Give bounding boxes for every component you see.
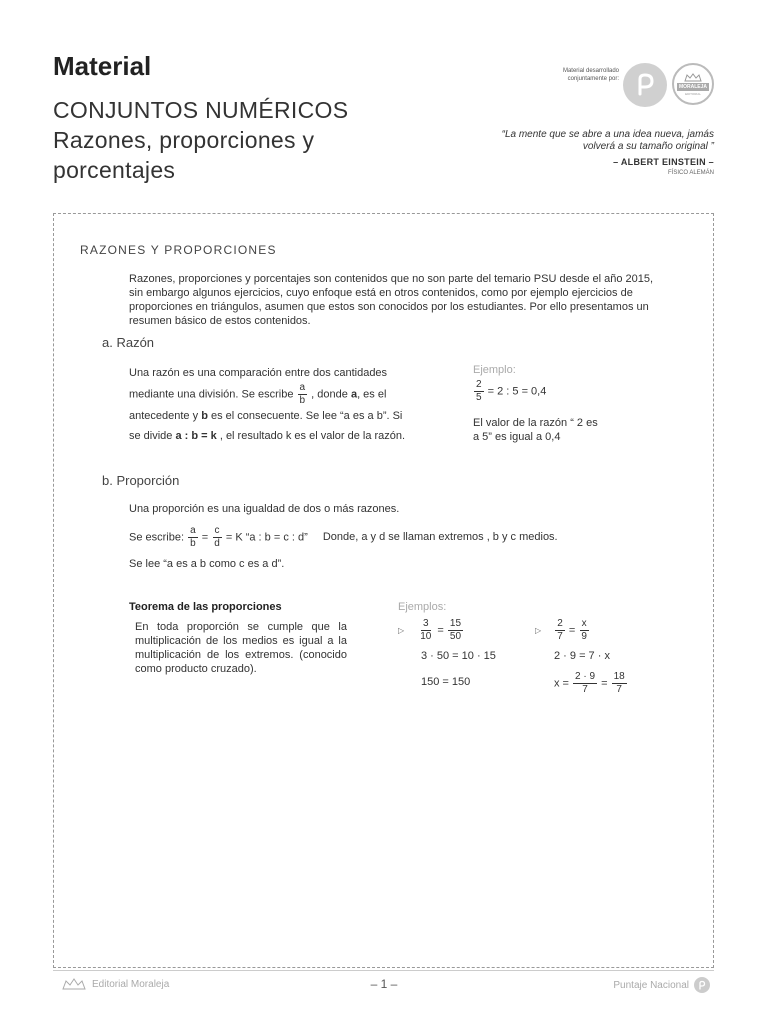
razon-a-bold: a — [350, 388, 358, 401]
frac-den: b — [190, 538, 196, 549]
equals-sign: = — [601, 677, 608, 690]
credit-text — [520, 67, 619, 83]
quote-author: – ALBERT EINSTEIN – — [613, 157, 714, 167]
razon-example-text-2: a 5” es igual a 0,4 — [473, 431, 561, 443]
material-label: Material — [53, 51, 152, 81]
razon-line-2b: , donde — [311, 388, 348, 401]
credit-line-2: conjuntamente por: — [567, 76, 619, 82]
triangle-bullet-icon: ▷ — [398, 626, 405, 636]
fraction-2-5 — [474, 380, 484, 403]
credit-line-1: Material desarrollado — [562, 68, 619, 74]
razon-akb-bold: a : b = k — [175, 430, 217, 442]
razon-b-bold: b — [201, 410, 208, 422]
frac-num: a — [190, 525, 196, 536]
razon-example-eq-text: = 2 : 5 = 0,4 — [487, 385, 547, 398]
frac-den: d — [214, 538, 220, 549]
razon-line-4 — [129, 426, 429, 446]
title-line-2: Razones, proporciones y — [53, 127, 315, 153]
equals-sign: = — [568, 624, 576, 637]
se-lee: Se lee “a es a b como c es a d”. — [129, 558, 285, 570]
fraction-3-10 — [418, 619, 433, 642]
page-number: – 1 – — [370, 977, 398, 991]
quote-line-2: volverá a su tamaño original ” — [582, 141, 714, 152]
razon-example-text-1: El valor de la razón “ 2 es — [473, 417, 598, 429]
frac-num: 18 — [613, 671, 625, 682]
equals-sign: = — [437, 624, 444, 637]
razon-line-4b: , el resultado k es el valor de la razón. — [219, 430, 406, 442]
moraleja-logo-sub: EDITORIAL — [685, 91, 701, 96]
frac-num: 2 — [557, 618, 563, 629]
fraction-c-d — [212, 526, 222, 549]
frac-den: b — [299, 395, 306, 406]
moraleja-logo-text: MORALEJA — [678, 83, 708, 90]
footer-editorial: Editorial Moraleja — [92, 978, 170, 990]
frac-num: c — [214, 525, 220, 536]
x-equals: x = — [554, 677, 569, 690]
extremos-medios: Donde, a y d se llaman extremos , b y c medios. — [322, 531, 558, 544]
footer-puntaje: Puntaje Nacional — [613, 979, 689, 991]
razon-line-3a: antecedente y — [129, 410, 199, 422]
frac-num: 15 — [449, 618, 462, 629]
frac-num: 2 — [476, 379, 482, 390]
quote-role: FÍSICO ALEMÁN — [667, 170, 714, 176]
fraction-a-b — [188, 526, 198, 549]
triangle-bullet-icon: ▷ — [535, 626, 542, 636]
razon-line-3b: es el consecuente. Se lee “a es a b”. Si — [210, 410, 403, 422]
teorema-title: Teorema de las proporciones — [129, 601, 282, 613]
frac-den: 7 — [582, 684, 588, 695]
example-1-cross: 3 · 50 = 10 · 15 — [421, 650, 496, 662]
frac-den: 9 — [581, 631, 587, 642]
equals-sign: = — [201, 531, 209, 544]
frac-den: 50 — [449, 631, 462, 642]
example-2-solve — [554, 672, 628, 695]
intro-paragraph: Razones, proporciones y porcentajes son contenidos que no son parte del temario PSU desde el año 2015, sin embargo algunos ejercicios, cuyo enfoque está en otros contenidos, como por ejemplo ejercicios de proporciones en triángulos, asumen que estos son conocidos por los estudiantes. Por ello presentamos un resumen básico de estos contenidos. — [129, 273, 654, 327]
quote-line-1: “La mente que se abre a una idea nueva, jamás — [501, 129, 714, 140]
razon-line-2c: , es el — [357, 388, 387, 401]
footer-right — [560, 977, 710, 993]
footer-rule — [53, 970, 714, 971]
moraleja-logo — [672, 63, 714, 105]
razon-line-2a: mediante una división. Se escribe — [129, 388, 294, 401]
razon-definition — [129, 363, 429, 446]
fraction-15-50 — [448, 619, 463, 642]
frac-den: 5 — [476, 392, 482, 403]
razon-line-3 — [129, 406, 429, 426]
frac-num: x — [581, 618, 587, 629]
proporcion-definition: Una proporción es una igualdad de dos o más razones. — [129, 503, 400, 515]
frac-num: 3 — [423, 618, 429, 629]
crown-icon — [684, 73, 702, 82]
fraction-2x9-7 — [573, 672, 597, 695]
frac-den: 10 — [420, 631, 432, 642]
proporcion-formula — [129, 526, 558, 549]
razon-line-1: Una razón es una comparación entre dos cantidades — [129, 367, 388, 379]
razon-example-text — [473, 416, 598, 444]
page-title — [53, 95, 348, 185]
fraction-18-7 — [612, 672, 627, 695]
section-heading: RAZONES Y PROPORCIONES — [80, 243, 277, 257]
razon-line-2 — [129, 383, 429, 406]
frac-den: 7 — [557, 631, 563, 642]
title-line-3: porcentajes — [53, 157, 176, 183]
teorema-text: En toda proporción se cumple que la multiplicación de los medios es igual a la multiplicación de los extremos. (conocido como producto cruzado). — [135, 621, 347, 675]
razon-example-label: Ejemplo: — [473, 364, 516, 376]
proporcion-heading: b. Proporción — [102, 473, 180, 488]
frac-num: 2 · 9 — [575, 671, 596, 682]
equals-k: = K “a : b = c : d” — [225, 531, 308, 544]
puntaje-nacional-icon — [694, 977, 710, 993]
example-2-cross: 2 · 9 = 7 · x — [554, 650, 610, 662]
example-1-result: 150 = 150 — [421, 676, 471, 688]
example-2-eq — [535, 619, 590, 642]
title-line-1: CONJUNTOS NUMÉRICOS — [53, 97, 349, 123]
quote — [444, 129, 714, 176]
example-1-eq — [398, 619, 464, 642]
frac-den: 7 — [616, 684, 622, 695]
fraction-2-7 — [555, 619, 565, 642]
proporcion-examples-label: Ejemplos: — [398, 601, 447, 613]
fraction-x-9 — [579, 619, 589, 642]
se-escribe: Se escribe: — [129, 531, 185, 544]
razon-heading: a. Razón — [102, 335, 155, 350]
fraction-a-b — [298, 383, 308, 406]
frac-num: a — [299, 382, 306, 393]
puntaje-nacional-logo — [623, 63, 667, 107]
razon-example-eq — [473, 380, 546, 403]
razon-line-4a: se divide — [129, 430, 173, 442]
